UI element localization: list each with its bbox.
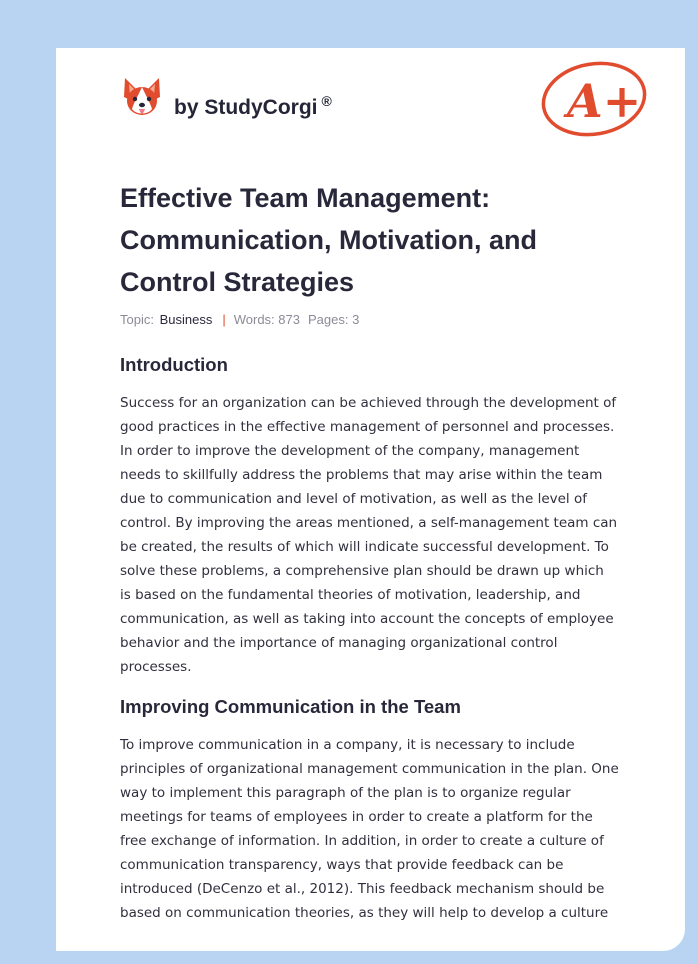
page-count: Pages: 3	[307, 312, 360, 327]
text-line: be created, the results of which will indicate successful development. To	[120, 539, 609, 555]
text-line: meetings for teams of employees in order to create a platform for the	[120, 809, 593, 825]
text-line: control. By improving the areas mentioned, a self-management team can	[120, 515, 618, 531]
corgi-logo-icon	[122, 76, 162, 120]
brand-text: by StudyCorgi	[174, 96, 318, 119]
word-count: Words: 873	[233, 312, 300, 327]
topic-link[interactable]: Business	[159, 312, 213, 327]
grade-text: A+	[567, 74, 642, 128]
text-line: solve these problems, a comprehensive plan should be drawn up which	[120, 563, 604, 579]
document-meta	[120, 312, 359, 327]
page-title: Effective Team Management: Communication, Motivation, and Control Strategies	[120, 183, 537, 297]
section-body-communication	[120, 733, 640, 925]
text-line: introduced (DeCenzo et al., 2012). This feedback mechanism should be	[120, 881, 605, 897]
section-heading-communication: Improving Communication in the Team	[120, 696, 461, 717]
text-line: good practices in the effective management of personnel and processes.	[120, 419, 615, 435]
text-line: communication transparency, ways that provide feedback can be	[120, 857, 564, 873]
a-plus-grade-icon	[537, 59, 649, 139]
text-line: processes.	[120, 659, 192, 675]
section-heading-introduction: Introduction	[120, 354, 228, 375]
text-line: based on communication theories, as they will help to develop a culture	[120, 905, 609, 921]
text-line: free exchange of information. In addition, in order to create a culture of	[120, 833, 604, 849]
meta-separator: |	[222, 312, 226, 327]
text-line: is based on the fundamental theories of motivation, leadership, and	[120, 587, 581, 603]
text-line: communication, as well as taking into account the concepts of employee	[120, 611, 614, 627]
document-page	[56, 48, 685, 951]
section-body-introduction	[120, 391, 640, 679]
text-line: behavior and the importance of managing organizational control	[120, 635, 558, 651]
topic-label: Topic:	[120, 312, 154, 327]
text-line: To improve communication in a company, it is necessary to include	[120, 737, 575, 753]
text-line: needs to skillfully address the problems that may arise within the team	[120, 467, 603, 483]
registered-mark: ®	[321, 93, 332, 109]
text-line: way to implement this paragraph of the plan is to organize regular	[120, 785, 571, 801]
text-line: In order to improve the development of the company, management	[120, 443, 580, 459]
text-line: due to communication and level of motivation, as well as the level of	[120, 491, 587, 507]
brand-name[interactable]	[174, 93, 332, 120]
text-line: principles of organizational management communication in the plan. One	[120, 761, 619, 777]
text-line: Success for an organization can be achieved through the development of	[120, 395, 617, 411]
